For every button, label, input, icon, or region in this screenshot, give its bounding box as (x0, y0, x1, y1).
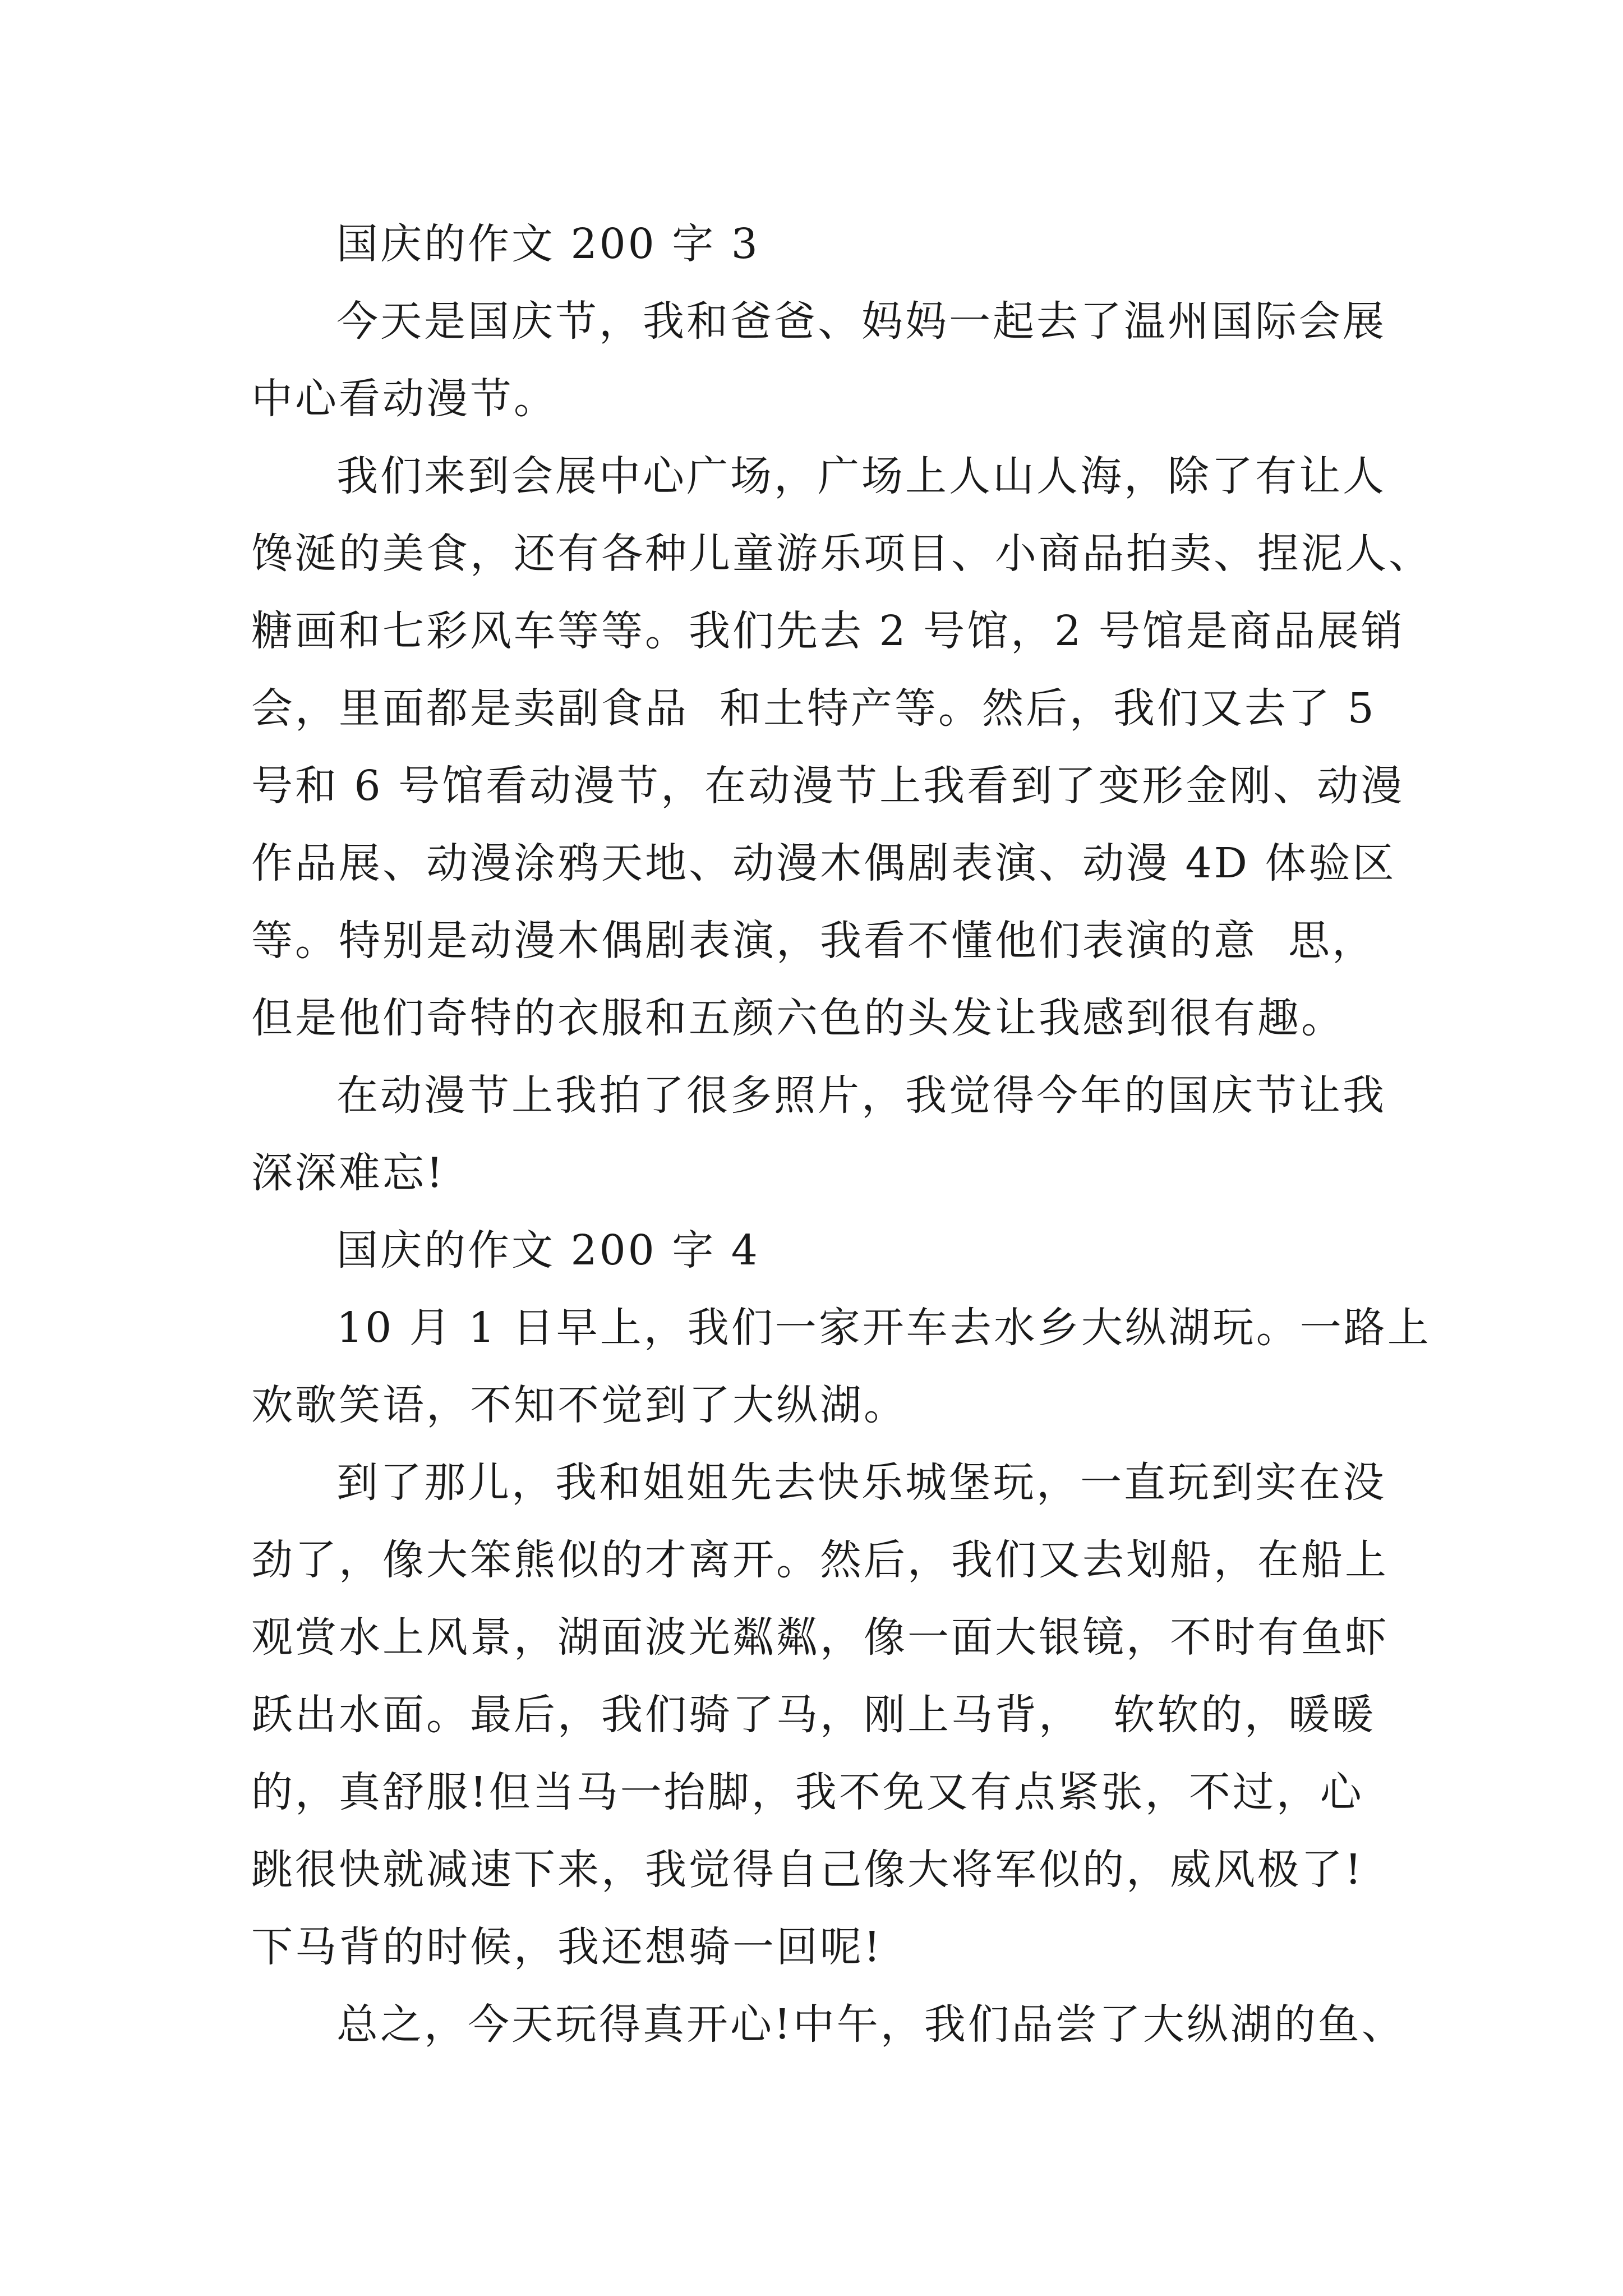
text-line: 馋涎的美食，还有各种儿童游乐项目、小商品拍卖、捏泥人、 (251, 530, 1432, 578)
section-heading: 国庆的作文 200 字 3 (336, 220, 760, 268)
text-line: 到了那儿，我和姐姐先去快乐城堡玩，一直玩到实在没 (336, 1458, 1386, 1507)
text-line: 深深难忘! (251, 1149, 445, 1197)
text-line: 我们来到会展中心广场，广场上人山人海，除了有让人 (336, 452, 1386, 500)
text-line: 中心看动漫节。 (251, 375, 557, 423)
text-line: 号和 6 号馆看动漫节，在动漫节上我看到了变形金刚、动漫 (251, 762, 1405, 810)
text-line: 下马背的时候，我还想骑一回呢! (251, 1923, 883, 1971)
text-line: 但是他们奇特的衣服和五颜六色的头发让我感到很有趣。 (251, 994, 1345, 1042)
text-line: 会，里面都是卖副食品 和土特产等。然后，我们又去了 5 (251, 684, 1376, 733)
section-heading: 国庆的作文 200 字 4 (336, 1226, 760, 1274)
text-line: 总之，今天玩得真开心!中午，我们品尝了大纵湖的鱼、 (336, 2000, 1405, 2049)
text-line: 劲了，像大笨熊似的才离开。然后，我们又去划船，在船上 (251, 1536, 1389, 1584)
text-line: 作品展、动漫涂鸦天地、动漫木偶剧表演、动漫 4D 体验区 (251, 839, 1396, 887)
text-line: 的，真舒服!但当马一抬脚，我不免又有点紧张，不过，心 (251, 1768, 1364, 1816)
text-line: 今天是国庆节，我和爸爸、妈妈一起去了温州国际会展 (336, 297, 1386, 346)
text-line: 跳很快就减速下来，我觉得自己像大将军似的，威风极了! (251, 1846, 1364, 1894)
text-line: 欢歌笑语，不知不觉到了大纵湖。 (251, 1381, 907, 1429)
text-line: 10 月 1 日早上，我们一家开车去水乡大纵湖玩。一路上 (336, 1304, 1431, 1352)
text-line: 在动漫节上我拍了很多照片，我觉得今年的国庆节让我 (336, 1071, 1386, 1120)
text-line: 糖画和七彩风车等等。我们先去 2 号馆，2 号馆是商品展销 (251, 607, 1405, 655)
text-line: 等。特别是动漫木偶剧表演，我看不懂他们表演的意 思， (251, 917, 1376, 965)
text-line: 跃出水面。最后，我们骑了马，刚上马背， 软软的，暖暖 (251, 1691, 1376, 1739)
text-line: 观赏水上风景，湖面波光粼粼，像一面大银镜，不时有鱼虾 (251, 1613, 1389, 1662)
